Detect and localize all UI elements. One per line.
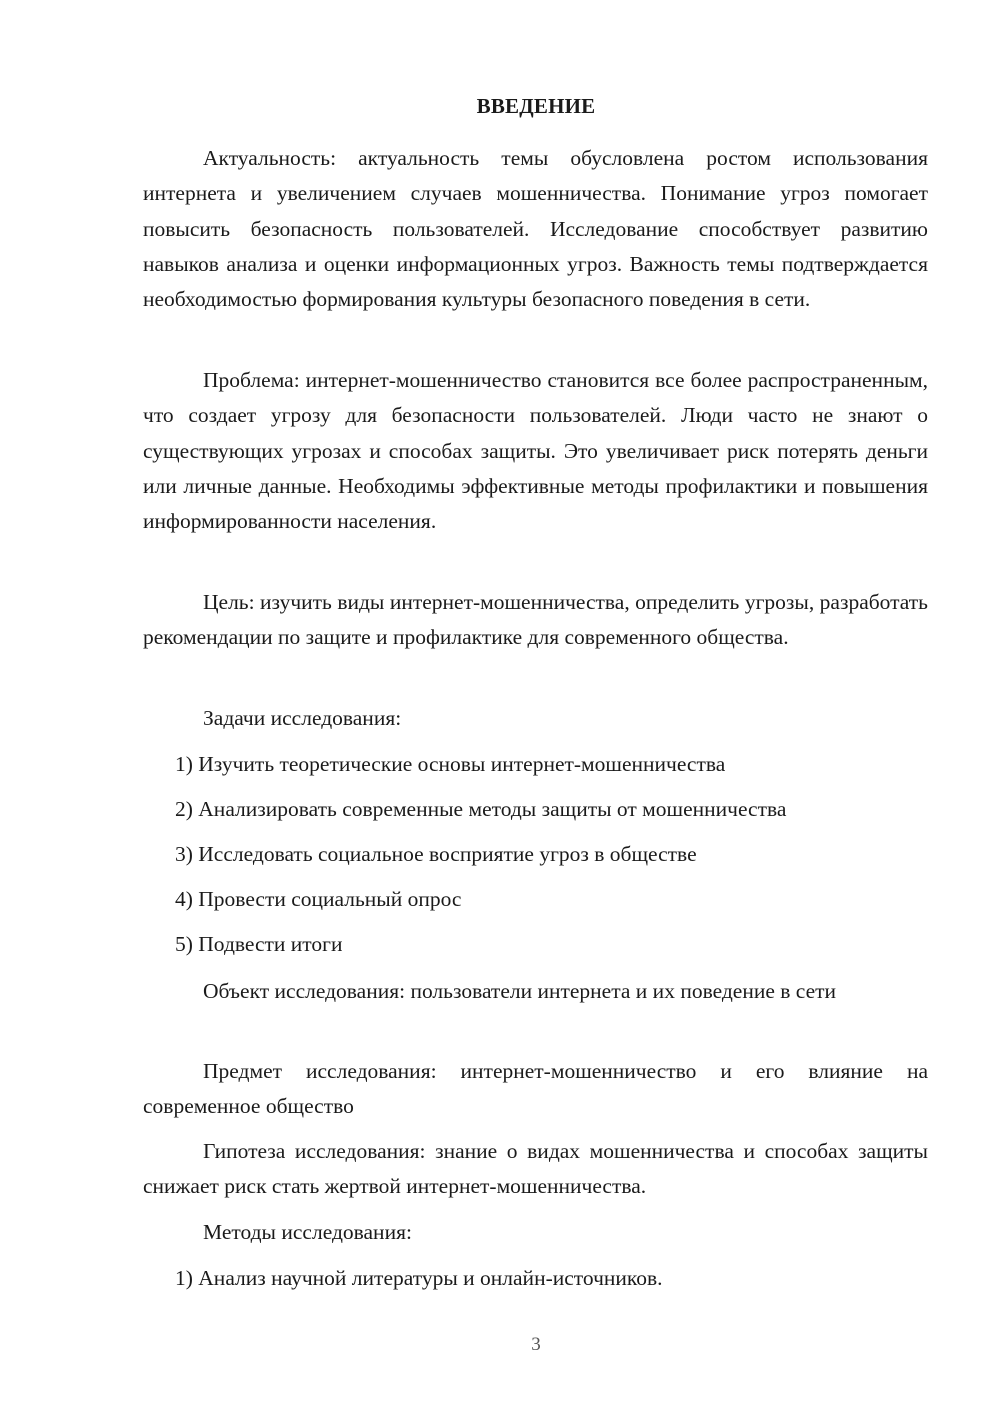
page-number: 3	[531, 1334, 541, 1355]
methods-heading: Методы исследования:	[203, 1220, 412, 1244]
subject-paragraph: Предмет исследования: интернет-мошенничество и его влияние на современное общество	[143, 1059, 928, 1119]
task-item: 4) Провести социальный опрос	[175, 887, 462, 911]
tasks-heading: Задачи исследования:	[203, 706, 402, 730]
hypothesis-block	[143, 1134, 928, 1205]
object-block	[143, 974, 928, 1009]
hypothesis-paragraph: Гипотеза исследования: знание о видах мошенничества и способах защиты снижает риск стать жертвой интернет-мошенничества.	[143, 1139, 928, 1199]
relevance-block	[143, 141, 928, 317]
method-item: 1) Анализ научной литературы и онлайн-источников.	[175, 1266, 663, 1290]
task-item: 2) Анализировать современные методы защиты от мошенничества	[175, 797, 787, 821]
task-item: 5) Подвести итоги	[175, 932, 343, 956]
goal-block	[143, 585, 928, 656]
object-paragraph: Объект исследования: пользователи интернета и их поведение в сети	[203, 979, 837, 1003]
goal-paragraph: Цель: изучить виды интернет-мошенничества, определить угрозы, разработать рекомендации по защите и профилактике для современного общества.	[143, 590, 928, 650]
task-item: 3) Исследовать социальное восприятие угроз в обществе	[175, 842, 697, 866]
problem-paragraph: Проблема: интернет-мошенничество становится все более распространенным, что создает угрозу для безопасности пользователей. Люди часто не знают о существующих угрозах и способах защиты. Это увеличивает риск потерять деньги или личные данные. Необходимы эффективные методы профилактики и повышения информированности населения.	[143, 368, 928, 534]
relevance-paragraph: Актуальность: актуальность темы обусловлена ростом использования интернета и увеличением случаев мошенничества. Понимание угроз помогает повысить безопасность пользователей. Исследование способствует развитию навыков анализа и оценки информационных угроз. Важность темы подтверждается необходимостью формирования культуры безопасного поведения в сети.	[143, 146, 928, 312]
page-title: ВВЕДЕНИЕ	[476, 94, 596, 118]
problem-block	[143, 363, 928, 539]
subject-block	[143, 1054, 928, 1125]
task-item: 1) Изучить теоретические основы интернет-мошенничества	[175, 752, 726, 776]
